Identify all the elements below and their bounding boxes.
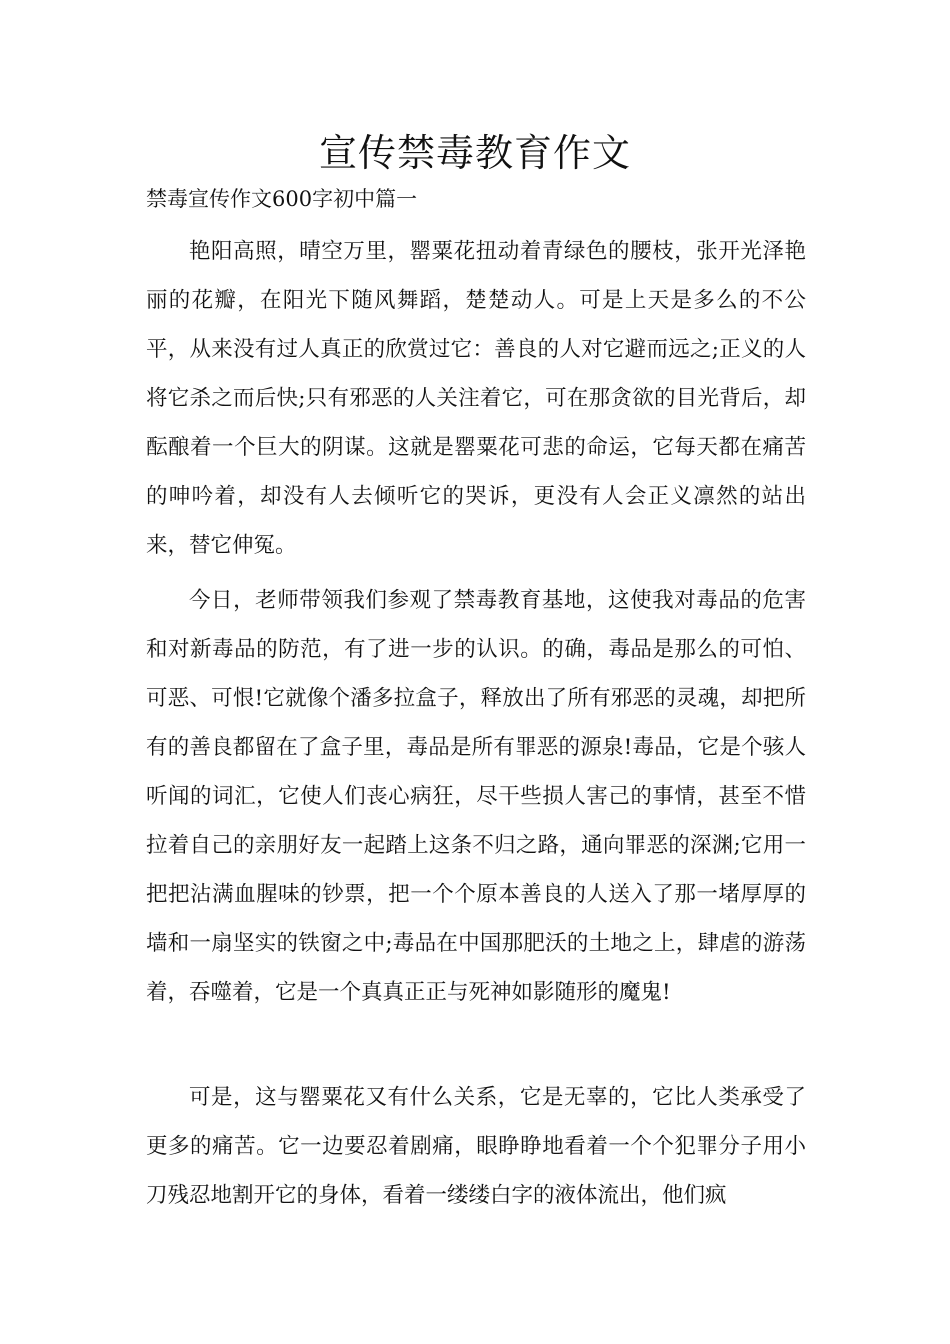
page-title: 宣传禁毒教育作文	[318, 131, 631, 175]
section-heading: 禁毒宣传作文600字初中篇一	[146, 187, 418, 211]
paragraph-1: 艳阳高照，晴空万里，罂粟花扭动着青绿色的腰枝，张开光泽艳丽的花瓣，在阳光下随风舞蹈，楚楚动人。可是上天是多么的不公平，从来没有过人真正的欣赏过它：善良的人对它避而远之;正义的人将它杀之而后快;只有邪恶的人关注着它，可在那贪欲的目光背后，却酝酿着一个巨大的阴谋。这就是罂粟花可悲的命运，它每天都在痛苦的呻吟着，却没有人去倾听它的哭诉，更没有人会正义凛然的站出来，替它伸冤。	[146, 239, 806, 558]
paragraph-3: 可是，这与罂粟花又有什么关系，它是无辜的，它比人类承受了更多的痛苦。它一边要忍着剧痛，眼睁睁地看着一个个犯罪分子用小刀残忍地割开它的身体，看着一缕缕白字的液体流出，他们疯	[146, 1085, 806, 1208]
paragraph-2: 今日，老师带领我们参观了禁毒教育基地，这使我对毒品的危害和对新毒品的防范，有了进一步的认识。的确，毒品是那么的可怕、可恶、可恨!它就像个潘多拉盒子，释放出了所有邪恶的灵魂，却把所有的善良都留在了盒子里，毒品是所有罪恶的源泉!毒品，它是个骇人听闻的词汇，它使人们丧心病狂，尽干些损人害己的事情，甚至不惜拉着自己的亲朋好友一起踏上这条不归之路，通向罪恶的深渊;它用一把把沾满血腥味的钞票，把一个个原本善良的人送入了那一堵厚厚的墙和一扇坚实的铁窗之中;毒品在中国那肥沃的土地之上，肆虐的游荡着，吞噬着，它是一个真真正正与死神如影随形的魔鬼!	[146, 588, 806, 1005]
